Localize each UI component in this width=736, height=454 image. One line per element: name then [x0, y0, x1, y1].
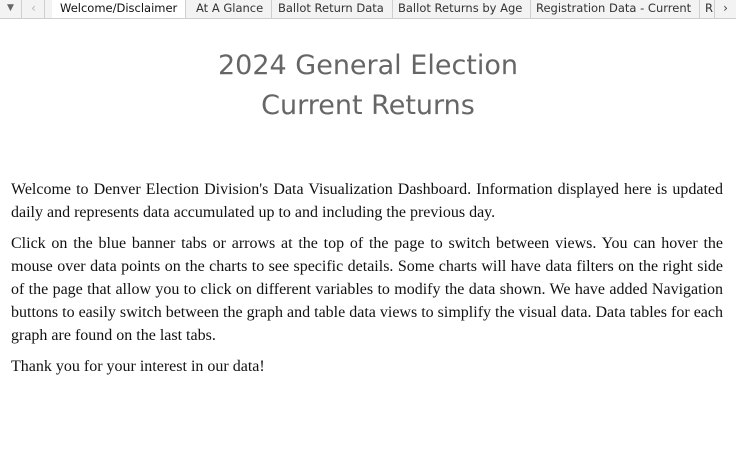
page-title-line-2: Current Returns [261, 90, 475, 121]
page-title-line-1: 2024 General Election [217, 50, 519, 81]
chevron-left-icon[interactable]: ‹ [23, 0, 45, 18]
chevron-right-icon[interactable]: › [714, 0, 736, 18]
thank-you-paragraph: Thank you for your interest in our data! [11, 358, 265, 375]
tab-ballot-returns-by-age[interactable]: Ballot Returns by Age [390, 0, 531, 18]
welcome-paragraph: Welcome to Denver Election Division's Data Visualization Dashboard. Information displayed here is updated daily and represents data accumulated up to and including the previous day. [11, 181, 723, 221]
tab-ballot-return-data[interactable]: Ballot Return Data [270, 0, 393, 18]
instructions-paragraph: Click on the blue banner tabs or arrows at the top of the page to switch between views. You can hover the mouse over data points on the charts to see specific details. Some charts will have data filters on the right side of the page that allow you to click on different variables to modify the data shown. We have added Navigation buttons to easily switch between the graph and table data views to simplify the visual data. Data tables for each graph are found on the last tabs. [11, 235, 723, 344]
welcome-text [11, 178, 723, 386]
tab-at-a-glance[interactable]: At A Glance [188, 0, 272, 18]
caret-down-icon[interactable]: ▼ [0, 0, 22, 18]
tab-partial-next[interactable]: R [697, 0, 722, 18]
page-title [0, 46, 736, 126]
sheet-tab-bar [0, 0, 736, 19]
tab-welcome-disclaimer[interactable]: Welcome/Disclaimer [52, 0, 186, 19]
tab-registration-data-current[interactable]: Registration Data - Current [528, 0, 700, 18]
